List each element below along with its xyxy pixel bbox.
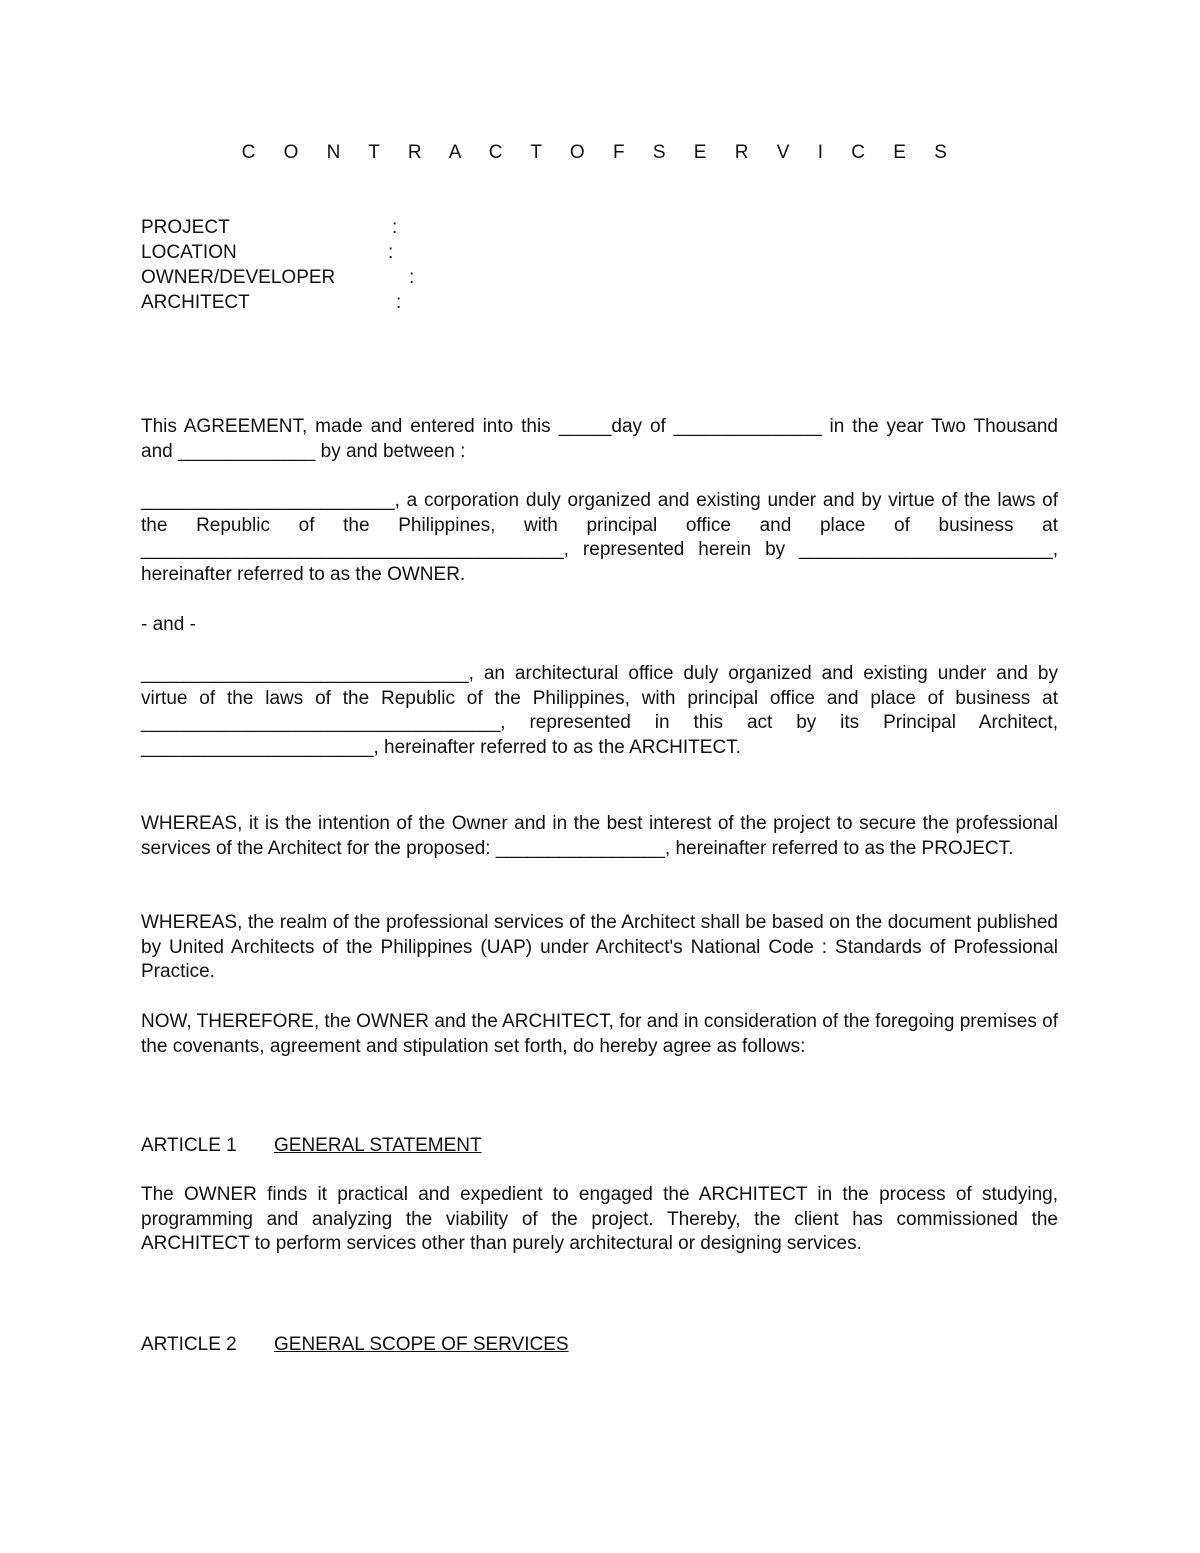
- owner-paragraph: ________________________, a corporation duly organized and existing under and by virtue of the laws of the Republic of the Philippines, with principal office and place of business at ________________________________________, represented herein by ________________________, hereinafter referred to as the OWNER.: [141, 490, 1058, 585]
- info-colon: :: [409, 267, 415, 288]
- article-2-heading: [141, 1333, 1058, 1358]
- agreement-intro-paragraph: This AGREEMENT, made and entered into this _____day of ______________ in the year Two Thousand and _____________ by and between :: [141, 416, 1058, 462]
- info-row-architect: [141, 291, 561, 316]
- now-therefore-block: [141, 1010, 1058, 1059]
- agreement-intro-block: [141, 415, 1058, 464]
- info-row-owner-developer: [141, 266, 561, 291]
- info-label-owner-developer: OWNER/DEVELOPER: [141, 267, 336, 288]
- and-separator: - and -: [141, 614, 196, 635]
- article-2-number: ARTICLE 2: [141, 1334, 237, 1355]
- info-label-architect: ARCHITECT: [141, 292, 250, 313]
- whereas-1-block: [141, 812, 1058, 861]
- article-1-number: ARTICLE 1: [141, 1135, 237, 1156]
- owner-block: [141, 489, 1058, 587]
- article-1-body: The OWNER finds it practical and expedient to engaged the ARCHITECT in the process of studying, programming and analyzing the viability of the project. Thereby, the client has commissioned the ARCHITECT to perform services other than purely architectural or designing services.: [141, 1184, 1058, 1254]
- whereas-paragraph-2: WHEREAS, the realm of the professional services of the Architect shall be based on the document published by United Architects of the Philippines (UAP) under Architect's National Code : Standards of Professional Practice.: [141, 912, 1058, 982]
- whereas-2-block: [141, 911, 1058, 985]
- info-colon: :: [392, 217, 398, 238]
- info-colon: :: [388, 242, 394, 263]
- info-row-project: [141, 216, 561, 241]
- architect-paragraph: _______________________________, an architectural office duly organized and existing under and by virtue of the laws of the Republic of the Philippines, with principal office and place of business at __________________________________, represented in this act by its Principal Architect, ______________________, hereinafter referred to as the ARCHITECT.: [141, 663, 1058, 758]
- project-info-fields: [141, 216, 561, 316]
- info-colon: :: [396, 292, 402, 313]
- now-therefore-paragraph: NOW, THEREFORE, the OWNER and the ARCHITECT, for and in consideration of the foregoing premises of the covenants, agreement and stipulation set forth, do hereby agree as follows:: [141, 1011, 1058, 1057]
- article-1-title: GENERAL STATEMENT: [274, 1135, 482, 1156]
- info-row-location: [141, 241, 561, 266]
- document-title: C O N T R A C T O F S E R V I C E S: [241, 142, 959, 163]
- whereas-paragraph-1: WHEREAS, it is the intention of the Owner and in the best interest of the project to secure the professional services of the Architect for the proposed: ________________, hereinafter referred to as the PROJECT.: [141, 813, 1058, 859]
- info-label-project: PROJECT: [141, 217, 230, 238]
- architect-block: [141, 662, 1058, 760]
- and-separator-block: [141, 613, 1058, 638]
- article-1-heading: [141, 1134, 1058, 1159]
- article-2-title: GENERAL SCOPE OF SERVICES: [274, 1334, 569, 1355]
- article-1-body-block: [141, 1183, 1058, 1257]
- info-label-location: LOCATION: [141, 242, 237, 263]
